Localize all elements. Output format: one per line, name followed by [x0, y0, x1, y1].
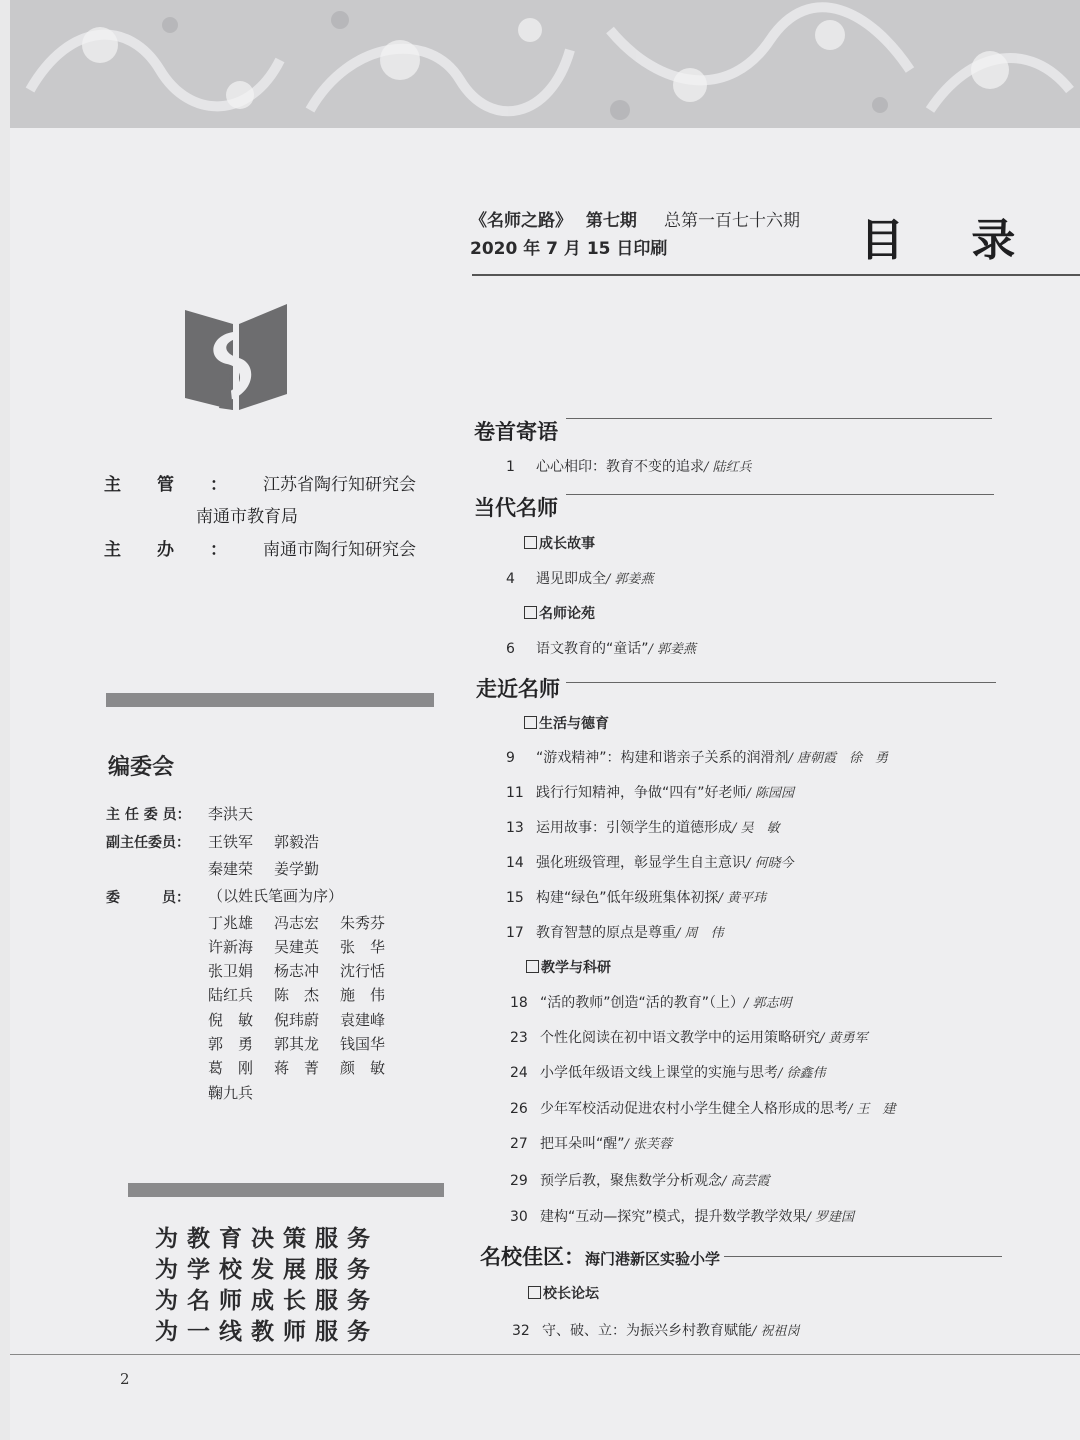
entry-page: 18 — [510, 995, 528, 1011]
gray-divider-bar — [128, 1183, 444, 1197]
toc-entry[interactable]: 11 践行行知精神，争做“四有”好老师/ 陈园园 — [506, 785, 795, 801]
entry-page: 30 — [510, 1209, 528, 1225]
entry-author: 吴 敏 — [740, 821, 780, 836]
subsection-title — [528, 1283, 599, 1303]
sponsor-key: 主管： — [104, 475, 263, 495]
motto-line: 为教育决策服务 — [155, 1226, 379, 1252]
subsection-label: 教学与科研 — [541, 960, 611, 976]
member-name: 钱国华 — [340, 1035, 386, 1053]
entry-title: 少年军校活动促进农村小学生健全人格形成的思考 — [540, 1101, 848, 1117]
subsection-label: 生活与德育 — [539, 716, 609, 732]
entry-title: 小学低年级语文线上课堂的实施与思考 — [540, 1065, 778, 1081]
entry-title: 践行行知精神，争做“四有”好老师 — [536, 785, 747, 801]
section-title: 卷首寄语 — [474, 419, 558, 444]
member-name: 李洪天 — [208, 805, 254, 823]
section-title — [480, 1241, 720, 1271]
chair-name — [208, 803, 274, 824]
sponsor-row-supervisor — [104, 470, 416, 495]
toc-entry[interactable]: 9 “游戏精神”：构建和谐亲子关系的润滑剂/ 唐朝霞 徐 勇 — [506, 750, 889, 766]
entry-author: 徐鑫伟 — [786, 1066, 826, 1081]
sponsor-value: 江苏省陶行知研究会 — [263, 475, 416, 495]
member-name: 吴建英 — [274, 938, 320, 956]
motto-line: 为一线教师服务 — [155, 1319, 379, 1345]
header-divider — [472, 274, 1080, 276]
entry-author: 张芙蓉 — [633, 1137, 673, 1152]
entry-page: 15 — [506, 890, 524, 906]
chair-label: 主 任 委 员： — [106, 807, 191, 823]
member-name: 葛 刚 — [208, 1059, 254, 1077]
entry-title: 建构“互动—探究”模式，提升数学教学效果 — [540, 1209, 807, 1225]
entry-title: 把耳朵叫“醒” — [540, 1136, 625, 1152]
entry-author: 黄勇军 — [828, 1031, 868, 1046]
entry-page: 6 — [506, 641, 515, 657]
subsection-title — [526, 957, 611, 977]
entry-title: 强化班级管理，彰显学生自主意识 — [536, 855, 746, 871]
members-row — [208, 1033, 406, 1054]
section-rule — [566, 682, 996, 683]
member-name: 蒋 菁 — [274, 1059, 320, 1077]
entry-title: 心心相印：教育不变的追求 — [536, 459, 704, 475]
toc-entry[interactable]: 13 运用故事：引领学生的道德形成/ 吴 敏 — [506, 820, 780, 836]
member-name: 姜学勤 — [274, 860, 320, 878]
toc-entry[interactable]: 14 强化班级管理，彰显学生自主意识/ 何晓今 — [506, 855, 794, 871]
subsection-label: 校长论坛 — [543, 1286, 599, 1302]
entry-author: 祝祖岗 — [760, 1324, 800, 1339]
entry-author: 黄平玮 — [727, 891, 767, 906]
entry-page: 1 — [506, 459, 515, 475]
entry-author: 唐朝霞 徐 勇 — [797, 751, 889, 766]
entry-title: 预学后教，聚焦数学分析观念 — [540, 1173, 722, 1189]
section-title-text: 名校佳区： — [480, 1244, 585, 1269]
subsection-title — [524, 603, 595, 623]
toc-entry[interactable]: 18 “活的教师”创造“活的教育”（上）/ 郭志明 — [510, 995, 792, 1011]
sponsor-value: 南通市陶行知研究会 — [263, 540, 416, 560]
entry-page: 24 — [510, 1065, 528, 1081]
checkbox-square-icon — [524, 606, 537, 619]
vice-chair-row — [208, 858, 340, 879]
member-name: 施 伟 — [340, 986, 386, 1004]
vice-chair-label: 副主任委员： — [106, 835, 190, 851]
member-name: 袁建峰 — [340, 1011, 386, 1029]
motto-line: 为学校发展服务 — [155, 1257, 379, 1283]
members-row — [208, 912, 406, 933]
magazine-name-issue — [470, 206, 637, 231]
section-rule — [566, 494, 994, 495]
member-name: 郭 勇 — [208, 1035, 254, 1053]
editorial-board-title: 编委会 — [108, 755, 175, 780]
members-row — [208, 984, 406, 1005]
member-name: 郭毅浩 — [274, 833, 320, 851]
members-note-text: （以姓氏笔画为序） — [208, 887, 344, 905]
subsection-title — [524, 533, 595, 553]
entry-author: 高芸霞 — [730, 1174, 770, 1189]
member-name: 陆红兵 — [208, 986, 254, 1004]
entry-page: 9 — [506, 750, 515, 766]
member-name: 颜 敏 — [340, 1059, 386, 1077]
entry-title: 语文教育的“童话” — [536, 641, 649, 657]
members-row — [208, 936, 406, 957]
toc-entry[interactable]: 17 教育智慧的原点是尊重/ 周 伟 — [506, 925, 724, 941]
members-note — [208, 885, 343, 906]
member-name: 张 华 — [340, 938, 386, 956]
section-title: 走近名师 — [476, 676, 560, 701]
member-name: 张卫娟 — [208, 962, 254, 980]
journal-logo-icon — [183, 302, 289, 414]
toc-entry[interactable]: 23 个性化阅读在初中语文教学中的运用策略研究/ 黄勇军 — [510, 1030, 868, 1046]
entry-author: 郭姜燕 — [657, 642, 697, 657]
members-row — [208, 1082, 274, 1103]
checkbox-square-icon — [524, 716, 537, 729]
checkbox-square-icon — [526, 960, 539, 973]
entry-author: 郭志明 — [752, 996, 792, 1011]
toc-entry[interactable]: 6 语文教育的“童话”/ 郭姜燕 — [506, 641, 697, 657]
checkbox-square-icon — [524, 536, 537, 549]
toc-entry[interactable]: 26 少年军校活动促进农村小学生健全人格形成的思考/ 王 建 — [510, 1101, 896, 1117]
section-rule — [566, 418, 992, 419]
entry-author: 陆红兵 — [712, 460, 752, 475]
toc-entry[interactable]: 24 小学低年级语文线上课堂的实施与思考/ 徐鑫伟 — [510, 1065, 826, 1081]
toc-entry[interactable]: 30 建构“互动—探究”模式，提升数学教学效果/ 罗建国 — [510, 1209, 855, 1225]
member-name: 秦建荣 — [208, 860, 254, 878]
decorative-pattern-banner — [10, 0, 1080, 128]
member-name: 王铁军 — [208, 833, 254, 851]
entry-author: 何晓今 — [754, 856, 794, 871]
entry-page: 32 — [512, 1323, 530, 1339]
vice-chair-row — [208, 831, 340, 852]
member-name: 沈行恬 — [340, 962, 386, 980]
issue-number: 第七期 — [585, 211, 637, 231]
subsection-label: 名师论苑 — [539, 606, 595, 622]
members-row — [208, 960, 406, 981]
entry-page: 13 — [506, 820, 524, 836]
entry-page: 29 — [510, 1173, 528, 1189]
toc-entry[interactable]: 15 构建“绿色”低年级班集体初探/ 黄平玮 — [506, 890, 767, 906]
member-name: 陈 杰 — [274, 986, 320, 1004]
entry-author: 陈园园 — [755, 786, 795, 801]
toc-entry[interactable]: 27 把耳朵叫“醒”/ 张芙蓉 — [510, 1136, 673, 1152]
magazine-name: 《名师之路》 — [470, 211, 572, 231]
member-name: 许新海 — [208, 938, 254, 956]
motto-line: 为名师成长服务 — [155, 1288, 379, 1314]
entry-title: 构建“绿色”低年级班集体初探 — [536, 890, 719, 906]
toc-entry[interactable]: 4 遇见即成全/ 郭姜燕 — [506, 571, 654, 587]
section-title: 当代名师 — [474, 495, 558, 520]
member-name: 杨志冲 — [274, 962, 320, 980]
member-name: 冯志宏 — [274, 914, 320, 932]
members-row — [208, 1057, 406, 1078]
entry-page: 26 — [510, 1101, 528, 1117]
sponsor-row-supervisor-2 — [196, 502, 298, 527]
section-rule — [724, 1256, 1002, 1257]
member-name: 倪玮蔚 — [274, 1011, 320, 1029]
entry-title: 守、破、立：为振兴乡村教育赋能 — [542, 1323, 752, 1339]
subsection-title — [524, 713, 609, 733]
members-row — [208, 1009, 406, 1030]
member-name: 朱秀芬 — [340, 914, 386, 932]
entry-author: 王 建 — [856, 1102, 896, 1117]
floral-ornament-image — [10, 0, 1080, 128]
checkbox-square-icon — [528, 1286, 541, 1299]
subsection-label: 成长故事 — [539, 536, 595, 552]
sponsor-key: 主办： — [104, 540, 263, 560]
toc-heading: 目 录 — [860, 215, 1042, 266]
entry-page: 11 — [506, 785, 524, 801]
member-name: 丁兆雄 — [208, 914, 254, 932]
toc-entry[interactable]: 29 预学后教，聚焦数学分析观念/ 高芸霞 — [510, 1173, 770, 1189]
entry-page: 4 — [506, 571, 515, 587]
toc-entry[interactable]: 1 心心相印：教育不变的追求/ 陆红兵 — [506, 459, 752, 475]
print-date: 2020 年 7 月 15 日印刷 — [470, 239, 668, 259]
entry-author: 郭姜燕 — [614, 572, 654, 587]
entry-title: “游戏精神”：构建和谐亲子关系的润滑剂 — [536, 750, 789, 766]
member-name: 鞠九兵 — [208, 1084, 254, 1102]
featured-school: 海门港新区实验小学 — [585, 1250, 721, 1268]
footer-rule — [10, 1354, 1080, 1355]
total-issue: 总第一百七十六期 — [664, 211, 800, 231]
gray-divider-bar — [106, 693, 434, 707]
member-name: 郭其龙 — [274, 1035, 320, 1053]
entry-title: 遇见即成全 — [536, 571, 606, 587]
entry-page: 17 — [506, 925, 524, 941]
entry-page: 27 — [510, 1136, 528, 1152]
page-number: 2 — [120, 1370, 130, 1388]
entry-title: 个性化阅读在初中语文教学中的运用策略研究 — [540, 1030, 820, 1046]
members-label: 委 员： — [106, 890, 190, 906]
sponsor-row-organizer — [104, 535, 416, 560]
entry-title: 教育智慧的原点是尊重 — [536, 925, 676, 941]
entry-page: 14 — [506, 855, 524, 871]
sponsor-value: 南通市教育局 — [196, 507, 298, 527]
member-name: 倪 敏 — [208, 1011, 254, 1029]
toc-entry[interactable]: 32 守、破、立：为振兴乡村教育赋能/ 祝祖岗 — [512, 1323, 800, 1339]
entry-author: 罗建国 — [815, 1210, 855, 1225]
entry-title: “活的教师”创造“活的教育”（上） — [540, 995, 745, 1011]
entry-page: 23 — [510, 1030, 528, 1046]
entry-author: 周 伟 — [684, 926, 724, 941]
entry-title: 运用故事：引领学生的道德形成 — [536, 820, 732, 836]
